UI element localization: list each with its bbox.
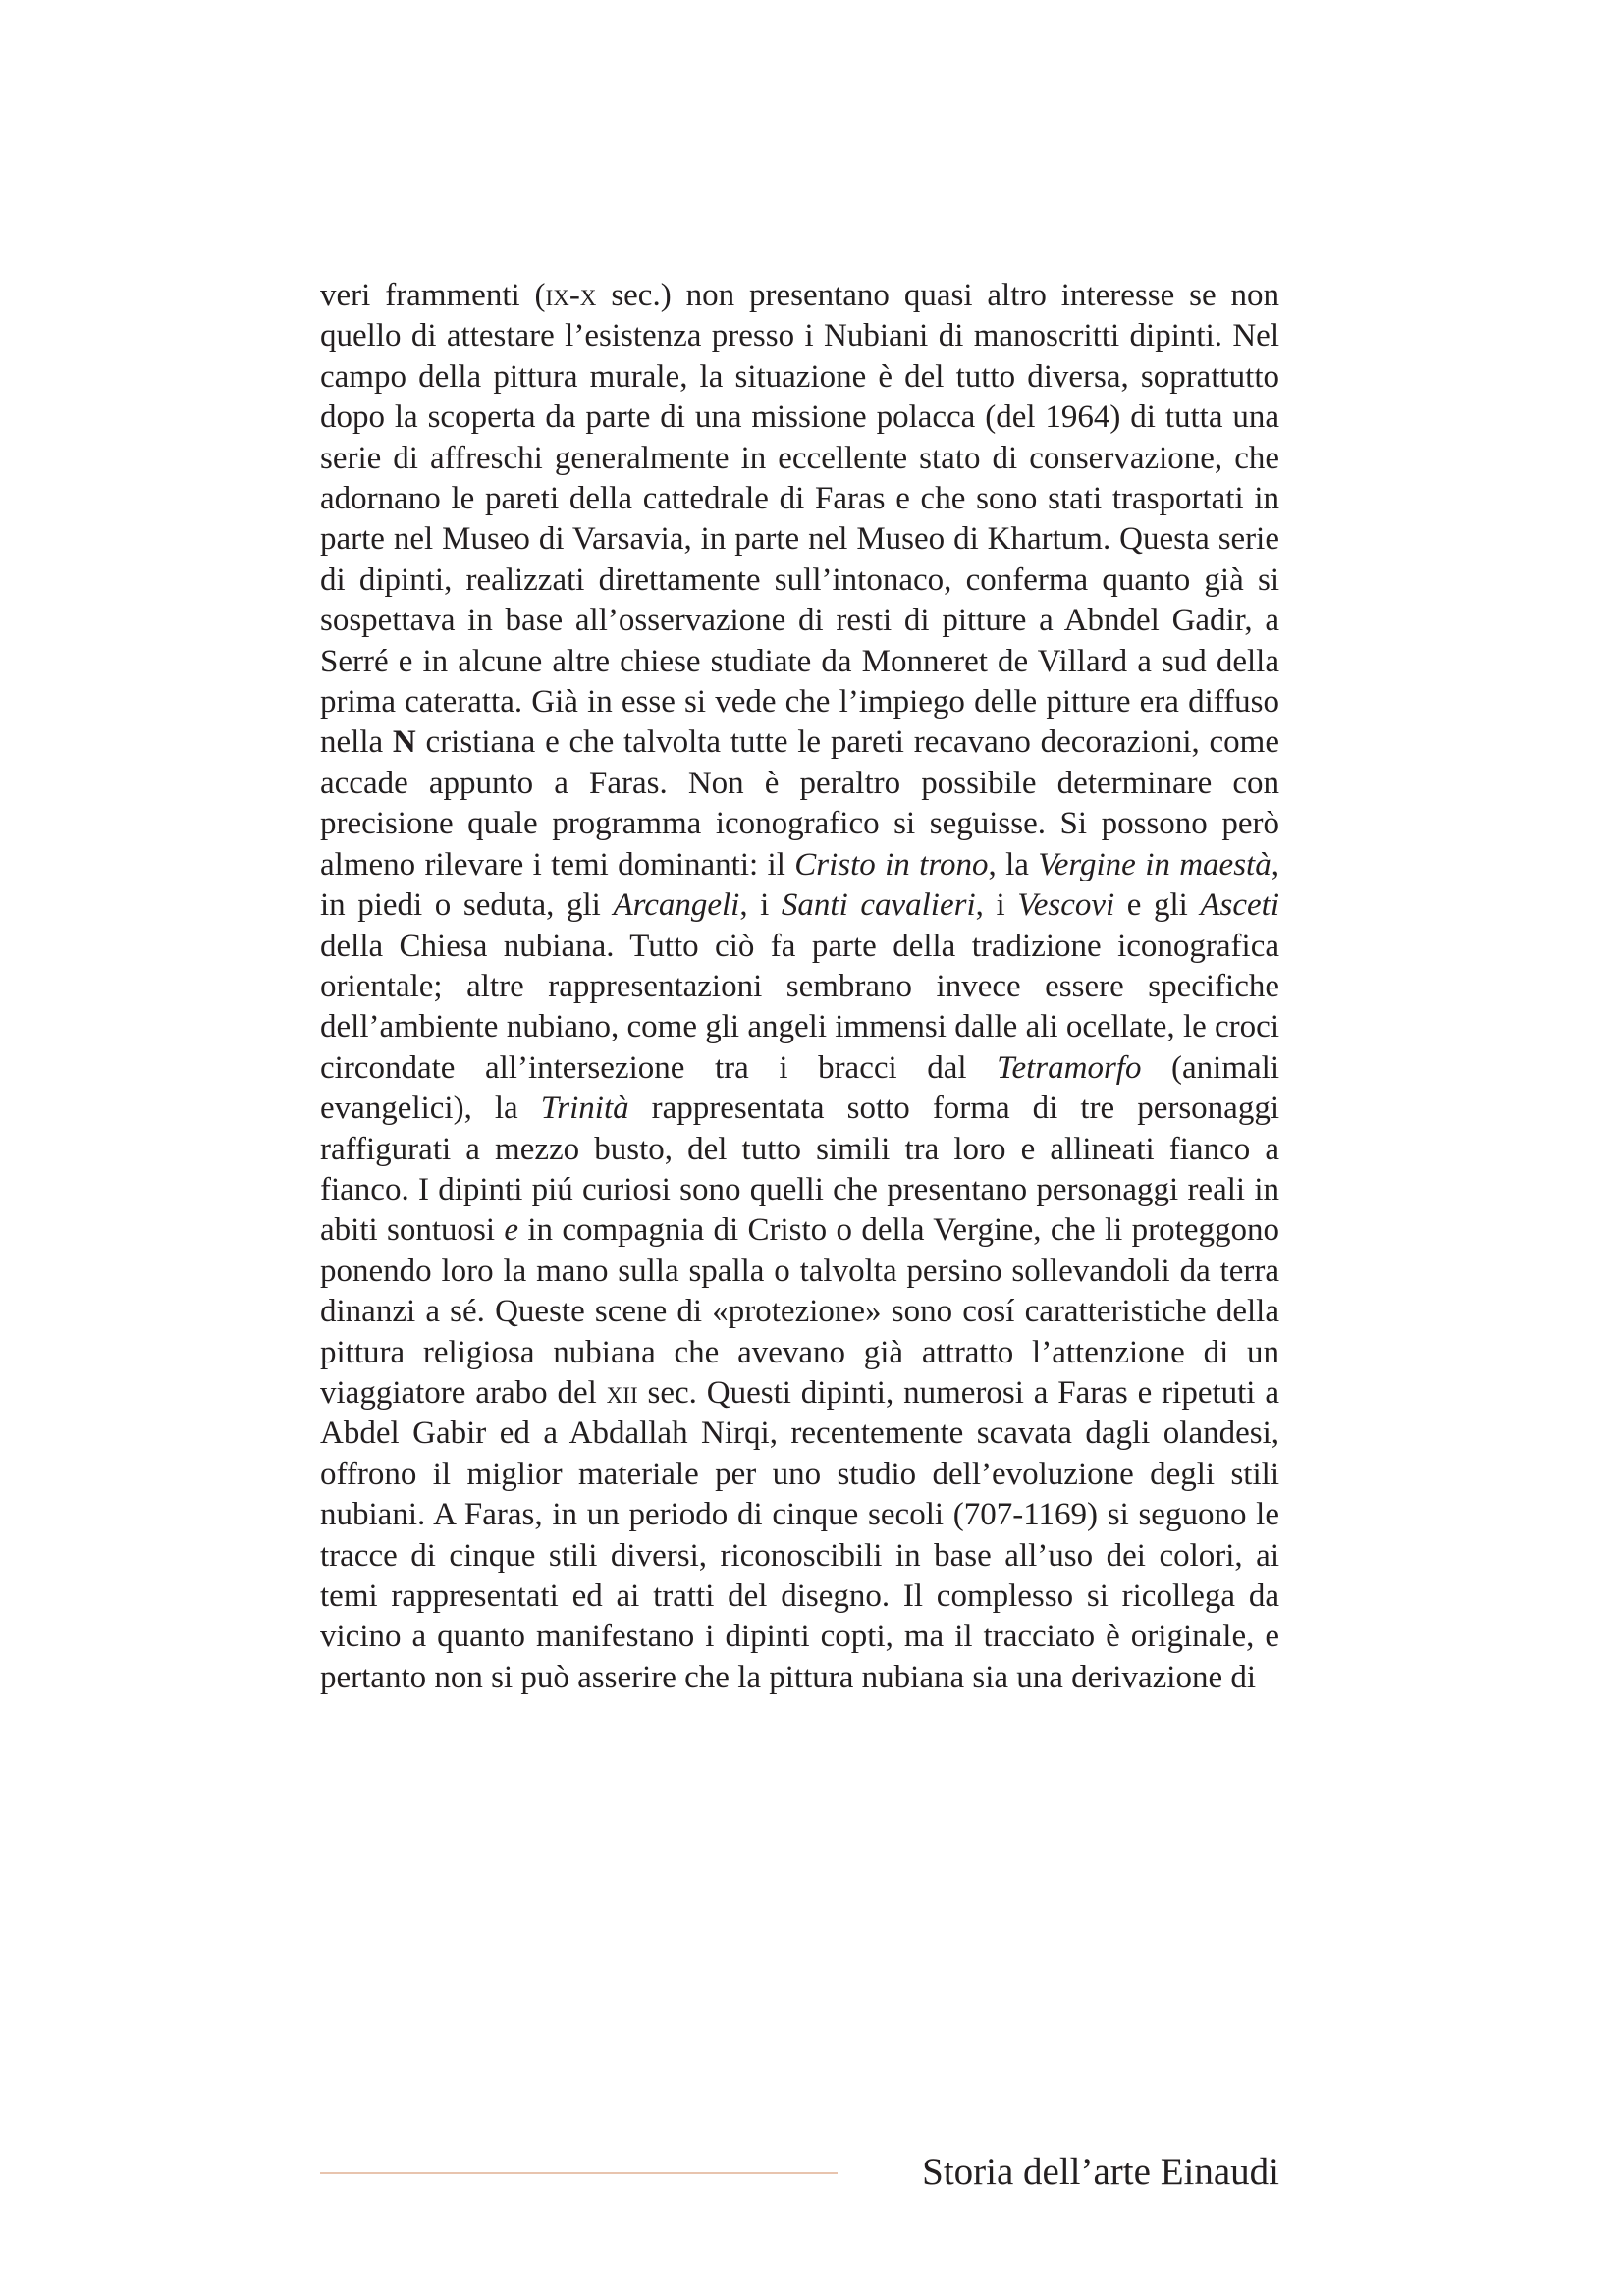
- text-run: , i: [975, 887, 1018, 924]
- footer-series-title: Storia dell’arte Einaudi: [922, 2151, 1279, 2193]
- italic-run: Arcangeli: [613, 887, 740, 924]
- italic-run: Cristo in trono: [794, 846, 989, 882]
- italic-run: Asceti: [1200, 887, 1280, 924]
- text-run: , la: [988, 846, 1039, 882]
- text-run: della Chiesa nubiana. Tutto ciò fa parte della tradizione iconografica orientale; altre rappresentazioni sembrano invece essere specifiche dell’ambiente nubiano, come gli angeli immensi dalle ali ocellate, le croci circondate all’intersezione tra i bracci dal: [320, 928, 1279, 1086]
- bold-run: N: [392, 724, 416, 761]
- text-run: rappresentata sotto forma di tre personaggi raffigurati a mezzo busto, del tutto simili tra loro e allineati fianco a fianco. I dipinti piú curiosi sono quelli che presentano personaggi reali in abiti sontuosi: [320, 1091, 1279, 1249]
- text-run: , i: [739, 887, 782, 924]
- text-run: veri frammenti (: [320, 278, 546, 313]
- main-paragraph: [320, 276, 1279, 1698]
- italic-run: Trinità: [540, 1091, 629, 1127]
- footer-rule: [320, 2172, 838, 2174]
- small-caps-run: ix-x: [545, 278, 597, 313]
- text-run: sec. Questi dipinti, numerosi a Faras e ripetuti a Abdel Gabir ed a Abdallah Nirqi, recentemente scavata dagli olandesi, offrono il miglior materiale per uno studio dell’evoluzione degli stili nubiani. A Faras, in un periodo di cinque secoli (707-1169) si seguono le tracce di cinque stili diversi, riconoscibili in base all’uso dei colori, ai temi rappresentati ed ai tratti del disegno. Il complesso si ricollega da vicino a quanto manifestano i dipinti copti, ma il tracciato è originale, e pertanto non si può asserire che la pittura nubiana sia una derivazione di: [320, 1374, 1279, 1695]
- italic-run: Vergine in maestà: [1038, 846, 1271, 882]
- text-run: (animali evangelici), la: [320, 1049, 1279, 1127]
- text-run: e gli: [1114, 887, 1201, 924]
- italic-run: Vescovi: [1017, 887, 1115, 924]
- italic-run: Tetramorfo: [997, 1049, 1142, 1086]
- text-run: , in piedi o seduta, gli: [320, 846, 1279, 924]
- text-run: cristiana e che talvolta tutte le pareti recavano decorazioni, come accade appunto a Faras. Non è peraltro possibile determinare con precisione quale programma iconografico si seguisse. Si possono però almeno rilevare i temi dominanti: il: [320, 724, 1279, 882]
- text-run: in compagnia di Cristo o della Vergine, che li proteggono ponendo loro la mano sulla spalla o talvolta persino sollevandoli da terra dinanzi a sé. Queste scene di «protezione» sono cosí caratteristiche della pittura religiosa nubiana che avevano già attratto l’attenzione di un viaggiatore arabo del: [320, 1212, 1279, 1411]
- small-caps-run: xii: [606, 1374, 638, 1411]
- italic-run: Santi cavalieri: [781, 887, 976, 924]
- text-run: sec.) non presentano quasi altro interesse se non quello di attestare l’esistenza presso i Nubiani di manoscritti dipinti. Nel campo della pittura murale, la situazione è del tutto diversa, soprattutto dopo la scoperta da parte di una missione polacca (del 1964) di tutta una serie di affreschi generalmente in eccellente stato di conservazione, che adornano le pareti della cattedrale di Faras e che sono stati trasportati in parte nel Museo di Varsavia, in parte nel Museo di Khartum. Questa serie di dipinti, realizzati direttamente sull’intonaco, conferma quanto già si sospettava in base all’osservazione di resti di pitture a Abndel Gadir, a Serré e in alcune altre chiese studiate da Monneret de Villard a sud della prima cateratta. Già in esse si vede che l’impiego delle pitture era diffuso nella: [320, 278, 1279, 761]
- body-text: [320, 276, 1279, 1698]
- italic-run: e: [504, 1212, 519, 1249]
